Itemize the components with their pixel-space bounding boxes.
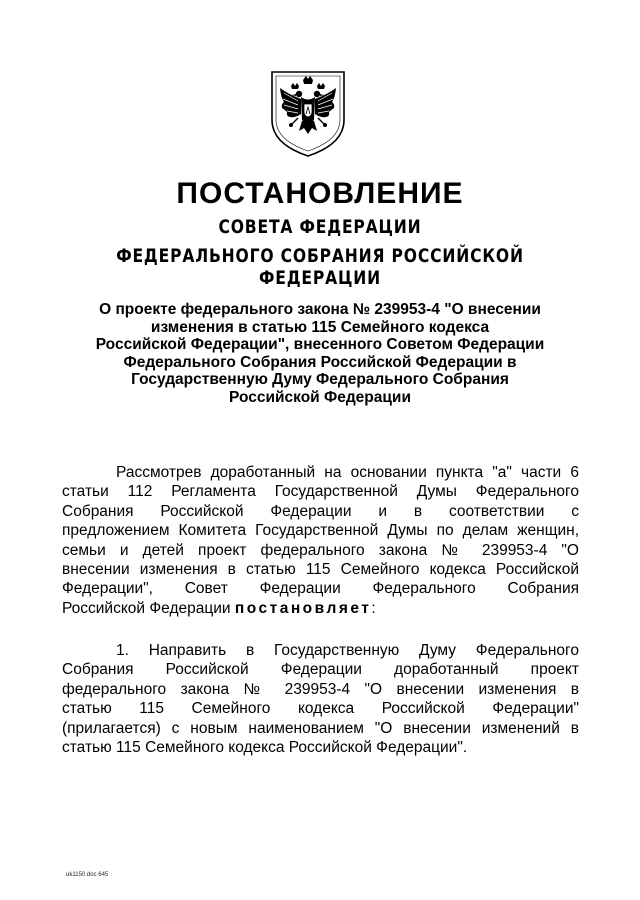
heading-line: Государственную Думу Федерального Собрания: [131, 371, 509, 389]
paragraph-line: предложением Комитета Государственной Думы по делам женщин,: [62, 522, 579, 540]
paragraph-line: (прилагается) с новым наименованием "О внесении изменений в: [62, 719, 579, 737]
russian-coat-of-arms-icon: [268, 68, 348, 160]
paragraph-line: статью 115 Семейного кодекса Российской Федерации".: [62, 739, 468, 757]
paragraph-line: статью 115 Семейного кодекса Российской Федерации": [62, 700, 579, 718]
paragraph-line: внесении изменения в статью 115 Семейного кодекса Российской: [62, 561, 579, 579]
paragraph-line: Собрания Российской Федерации доработанный проект: [62, 661, 579, 679]
heading-line: Российской Федерации", внесенного Советом Федерации: [95, 336, 545, 354]
item-1-paragraph: [62, 641, 579, 757]
paragraph-line-prefix: Российской Федерации: [62, 599, 235, 617]
paragraph-line: Собрания Российской Федерации и в соответствии с: [62, 502, 579, 520]
preamble-paragraph: [62, 463, 579, 618]
heading-line: Федерального Собрания Российской Федерации в: [123, 353, 517, 371]
paragraph-line: федерального закона № 239953-4 "О внесении изменения в: [62, 680, 579, 698]
heading-line: изменения в статью 115 Семейного кодекса: [150, 318, 490, 336]
paragraph-line: Федерации", Совет Федерации Федерального Собрания: [62, 580, 579, 598]
paragraph-line: семьи и детей проект федерального закона № 239953-4 "О: [62, 541, 579, 559]
issuer-line-2: ФЕДЕРАЛЬНОГО СОБРАНИЯ РОССИЙСКОЙ ФЕДЕРАЦИИ: [116, 245, 524, 289]
heading-line: Российской Федерации: [229, 388, 411, 406]
decision-suffix: :: [371, 599, 376, 617]
paragraph-line: 1. Направить в Государственную Думу Федерального: [116, 642, 579, 659]
file-reference-footer: uk1150.doc 645: [66, 872, 109, 878]
paragraph-last-line: [62, 599, 579, 618]
resolution-heading: [60, 301, 580, 407]
paragraph-line: Рассмотрев доработанный на основании пункта "а" части 6: [116, 464, 579, 481]
heading-line: О проекте федерального закона № 239953-4 "О внесении: [99, 301, 541, 318]
document-title: ПОСТАНОВЛЕНИЕ: [176, 177, 464, 210]
issuer-line-1: СОВЕТА ФЕДЕРАЦИИ: [218, 216, 422, 238]
decision-word: постановляет: [234, 599, 372, 617]
paragraph-line: статьи 112 Регламента Государственной Думы Федерального: [62, 483, 579, 501]
